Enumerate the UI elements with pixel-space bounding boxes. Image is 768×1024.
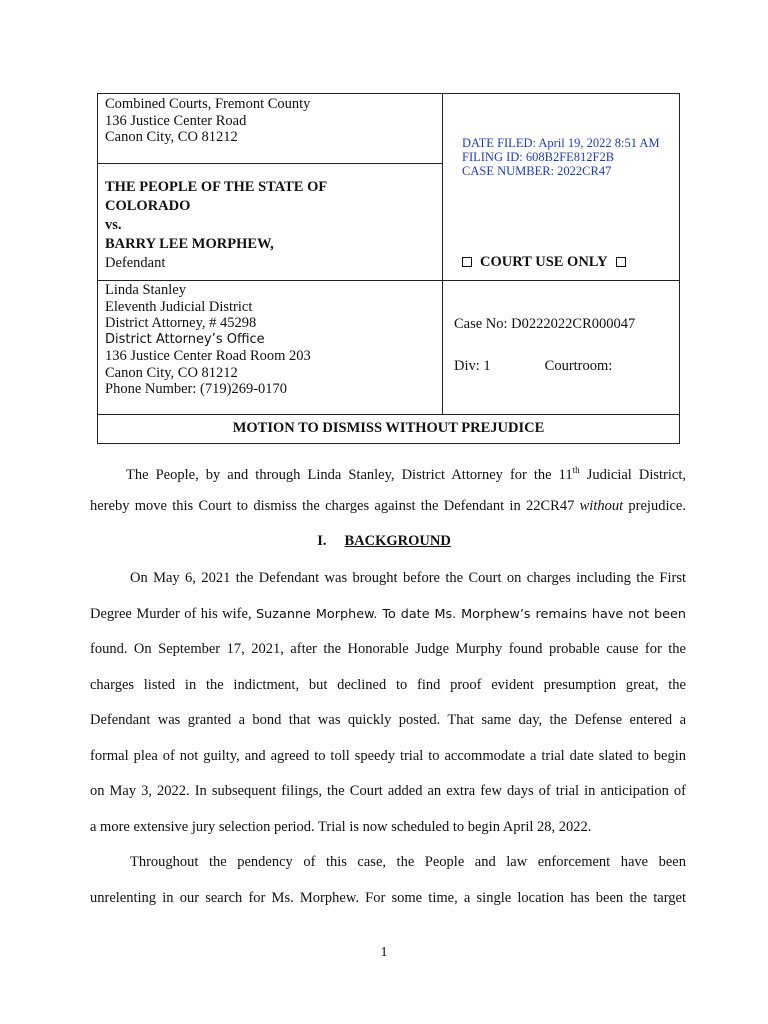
court-use-only: COURT USE ONLY (462, 254, 626, 271)
court-address: Combined Courts, Fremont County 136 Justice Center Road Canon City, CO 81212 (105, 96, 311, 145)
caption-divider-vertical (442, 94, 443, 414)
checkbox-icon (616, 257, 626, 267)
division-courtroom: Div: 1 Courtroom: (454, 358, 613, 374)
paragraph-search: Throughout the pendency of this case, the People and law enforcement have been unrelenting in our search for Ms. Morphew. For some time, a single location has been the target (90, 854, 686, 906)
defendant-label: Defendant (105, 255, 166, 271)
motion-title: MOTION TO DISMISS WITHOUT PREJUDICE (232, 420, 545, 436)
paragraph-intro: The People, by and through Linda Stanley, District Attorney for the 11th Judicial District, hereby move this Court to dismiss the charges against the Defendant in 22CR47 without prejudice. (90, 465, 686, 514)
filing-stamp: DATE FILED: April 19, 2022 8:51 AM FILING ID: 608B2FE812F2B CASE NUMBER: 2022CR47 (462, 136, 660, 178)
case-number: Case No: D0222022CR000047 (454, 316, 636, 332)
parties-block: THE PEOPLE OF THE STATE OF COLORADO vs. BARRY LEE MORPHEW, Defendant (105, 179, 328, 271)
caption-divider-middle (98, 280, 679, 281)
page-number: 1 (380, 945, 388, 960)
caption-divider-bottom (98, 414, 679, 415)
attorney-info: Linda Stanley Eleventh Judicial District District Attorney, # 45298 District Attorney’s Office 136 Justice Center Road Room 203 Canon City, CO 81212 Phone Number: (719)269-0170 (105, 282, 311, 397)
section-heading-background: I. BACKGROUND (317, 533, 451, 549)
case-caption-table (97, 93, 680, 444)
caption-divider-left (98, 163, 442, 164)
paragraph-background: On May 6, 2021 the Defendant was brought before the Court on charges including the First Degree Murder of his wife, Suzanne Morphew. To date Ms. Morphew’s remains have not been found. On September 17, 2021, after the Honorable Judge Murphy found probable cause for the charges listed in the indictment, but declined to find proof evident presumption great, the Defendant was granted a bond that was quickly posted. That same day, the Defense entered a formal plea of not guilty, and agreed to toll speedy trial to accommodate a trial date slated to begin on May 3, 2022. In subsequent filings, the Court added an extra few days of trial in anticipation of a more extensive jury selection period. Trial is now scheduled to begin April 28, 2022. (90, 570, 687, 835)
defendant-name: BARRY LEE MORPHEW, (105, 236, 274, 252)
checkbox-icon (462, 257, 472, 267)
